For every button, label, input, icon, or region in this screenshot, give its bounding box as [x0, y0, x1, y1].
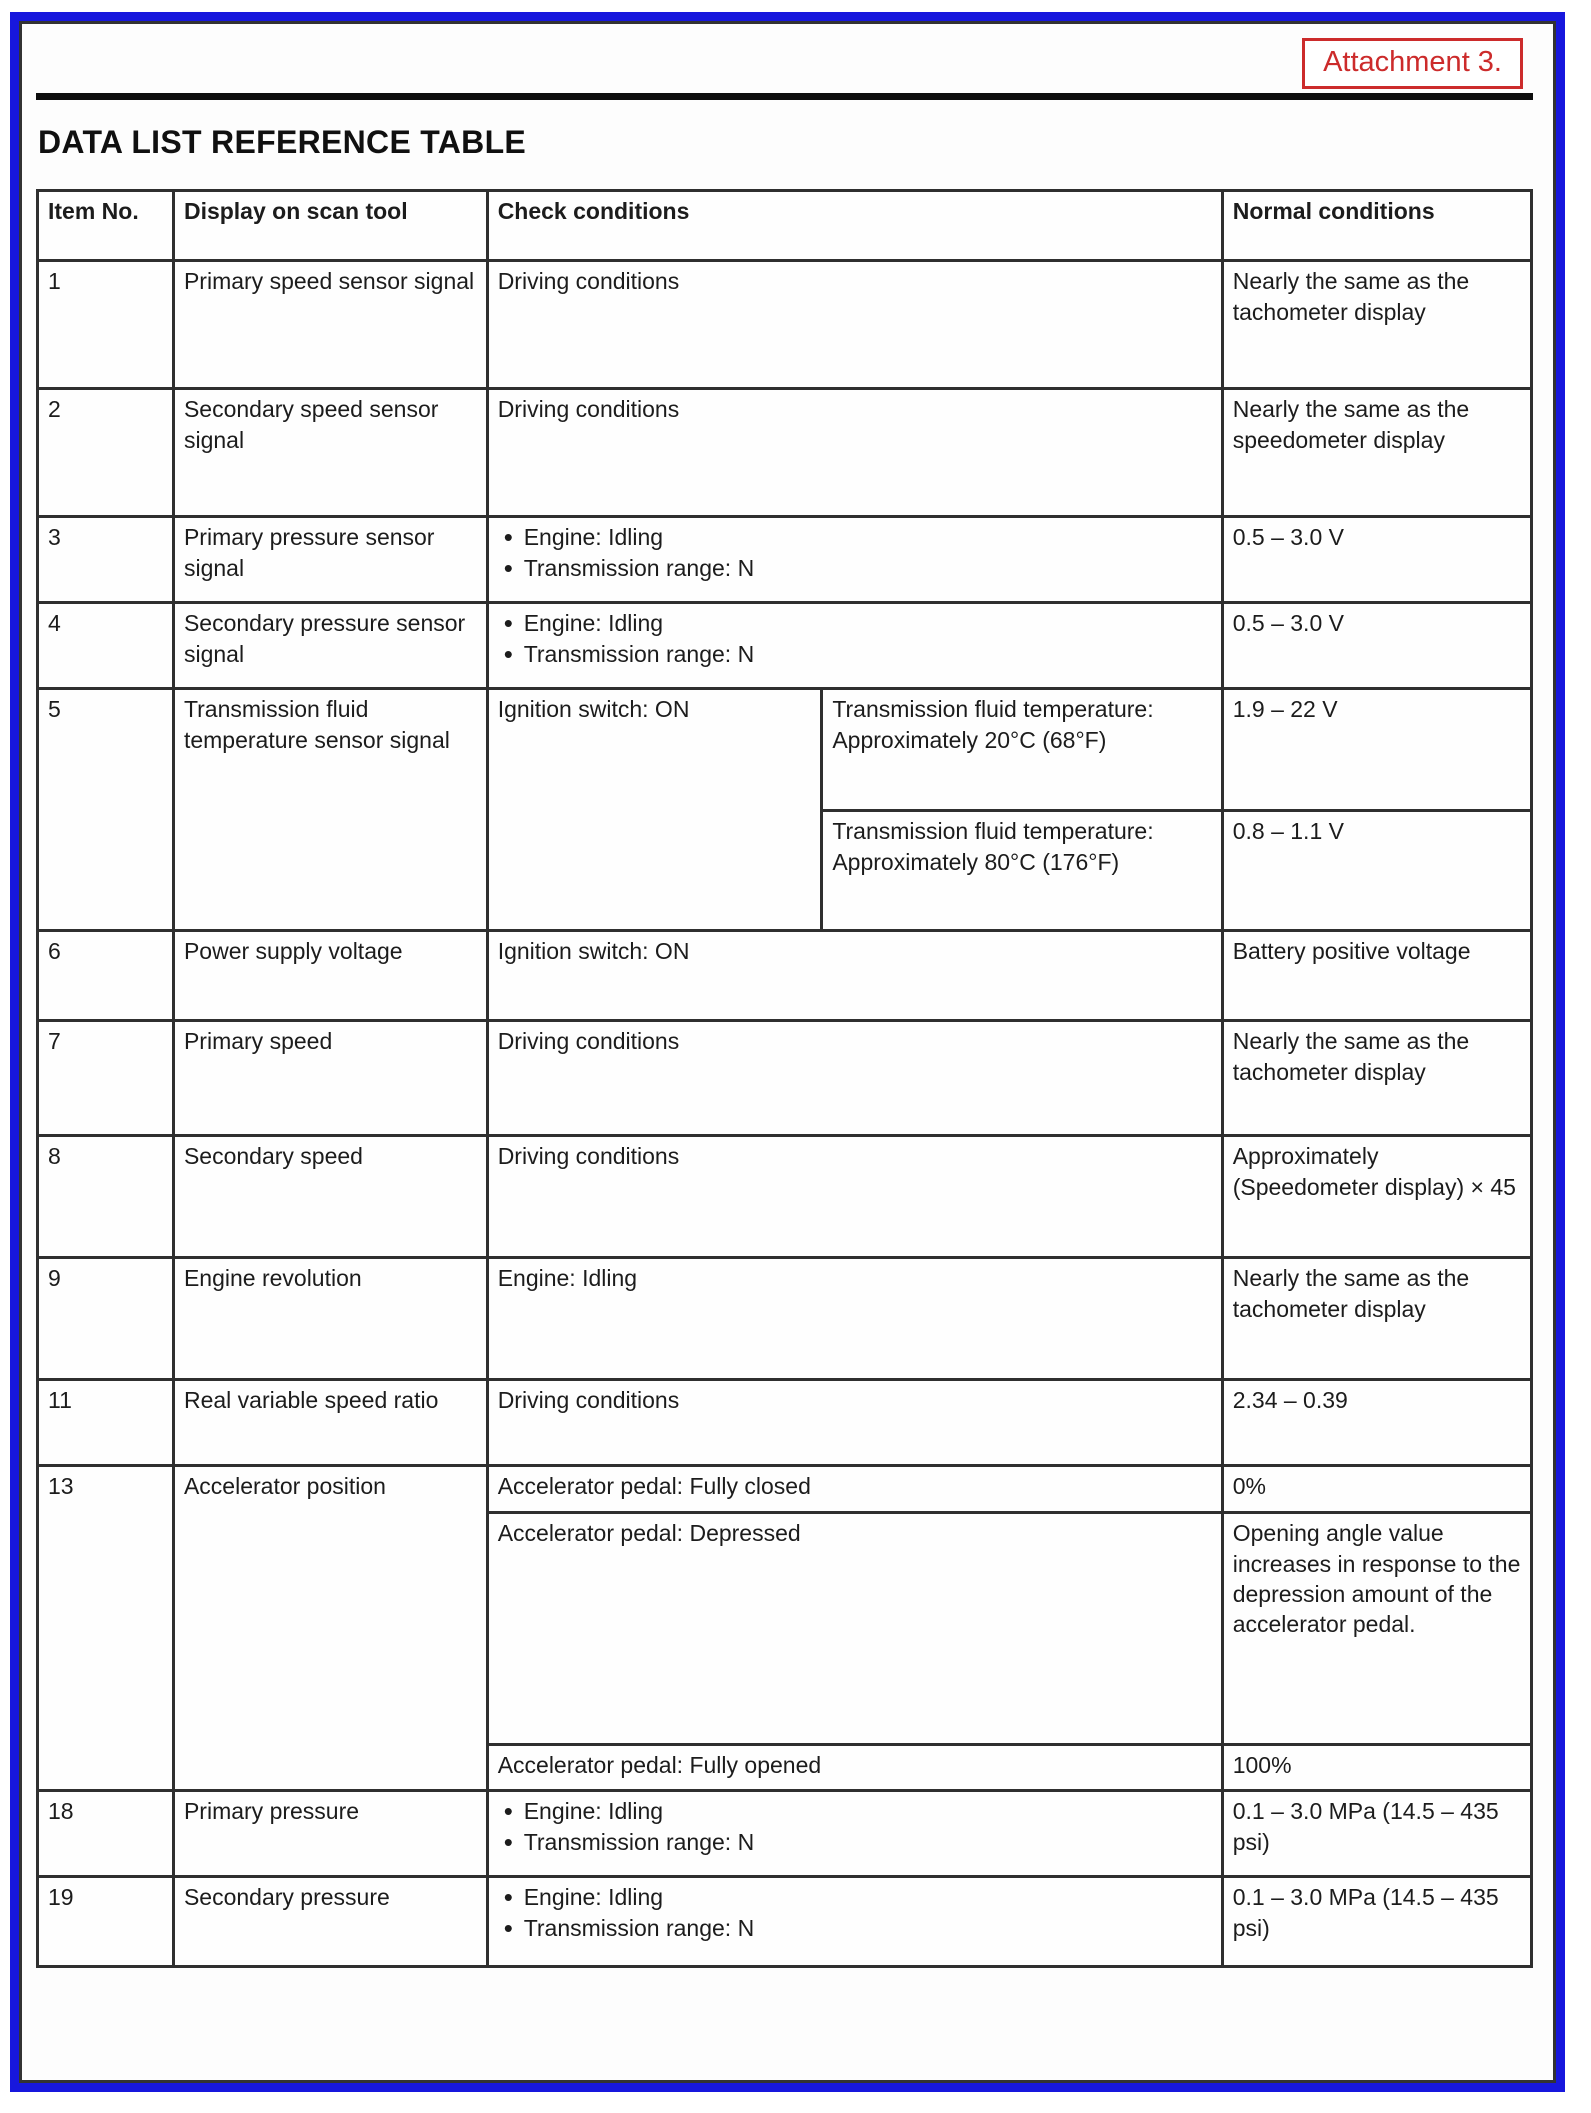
- cell-r5-sub2-check: Transmission fluid temperature: Approximately 80°C (176°F): [822, 811, 1222, 931]
- cell-r6-display: Power supply voltage: [173, 931, 487, 1021]
- cell-r9-display: Engine revolution: [173, 1258, 487, 1380]
- table-row: [38, 1136, 1532, 1258]
- cell-r5-display: Transmission fluid temperature sensor signal: [173, 689, 487, 931]
- cell-r3-display: Primary pressure sensor signal: [173, 517, 487, 603]
- table-row: [38, 689, 1532, 811]
- cell-r11-no: 11: [38, 1380, 174, 1466]
- cell-r9-normal: Nearly the same as the tachometer display: [1222, 1258, 1531, 1380]
- cell-r8-display: Secondary speed: [173, 1136, 487, 1258]
- col-header-check: Check conditions: [487, 191, 1222, 261]
- cell-r5-sub1-check: Transmission fluid temperature: Approximately 20°C (68°F): [822, 689, 1222, 811]
- cell-r1-normal: Nearly the same as the tachometer display: [1222, 261, 1531, 389]
- cell-r9-check: Engine: Idling: [487, 1258, 1222, 1380]
- col-header-display: Display on scan tool: [173, 191, 487, 261]
- cell-r1-check: Driving conditions: [487, 261, 1222, 389]
- table-row: [38, 1380, 1532, 1466]
- cell-r7-check: Driving conditions: [487, 1021, 1222, 1136]
- table-row: [38, 517, 1532, 603]
- cell-r3-normal: 0.5 – 3.0 V: [1222, 517, 1531, 603]
- cell-r7-no: 7: [38, 1021, 174, 1136]
- bullet-list-item: • Transmission range: N: [498, 553, 1212, 583]
- bullet-list-item: • Engine: Idling: [498, 522, 1212, 552]
- header-row: [38, 191, 1532, 261]
- cell-r2-display: Secondary speed sensor signal: [173, 389, 487, 517]
- col-header-item-no: Item No.: [38, 191, 174, 261]
- cell-r18-display: Primary pressure: [173, 1791, 487, 1877]
- page-frame: [10, 12, 1565, 2092]
- cell-r2-no: 2: [38, 389, 174, 517]
- cell-r5-sub1-normal: 1.9 – 22 V: [1222, 689, 1531, 811]
- cell-r18-no: 18: [38, 1791, 174, 1877]
- cell-r5-no: 5: [38, 689, 174, 931]
- cell-r13-sub1-check: Accelerator pedal: Fully closed: [487, 1466, 1222, 1513]
- horizontal-rule: [36, 93, 1533, 100]
- cell-r4-check: [487, 603, 1222, 689]
- cell-r11-display: Real variable speed ratio: [173, 1380, 487, 1466]
- bullet-list-item: • Transmission range: N: [498, 1913, 1212, 1943]
- table-row: [38, 603, 1532, 689]
- cell-r8-no: 8: [38, 1136, 174, 1258]
- table-row: [38, 1791, 1532, 1877]
- cell-r18-normal: 0.1 – 3.0 MPa (14.5 – 435 psi): [1222, 1791, 1531, 1877]
- cell-r2-normal: Nearly the same as the speedometer display: [1222, 389, 1531, 517]
- table-row: [38, 931, 1532, 1021]
- bullet-list-item: • Engine: Idling: [498, 608, 1212, 638]
- cell-r13-no: 13: [38, 1466, 174, 1791]
- cell-r4-display: Secondary pressure sensor signal: [173, 603, 487, 689]
- attachment-badge: Attachment 3.: [1302, 38, 1523, 89]
- table-row: [38, 261, 1532, 389]
- cell-r19-display: Secondary pressure: [173, 1877, 487, 1967]
- cell-r5-sub2-normal: 0.8 – 1.1 V: [1222, 811, 1531, 931]
- attachment-row: [36, 38, 1533, 89]
- cell-r2-check: Driving conditions: [487, 389, 1222, 517]
- cell-r1-no: 1: [38, 261, 174, 389]
- page-inner-border: [19, 21, 1556, 2083]
- cell-r8-normal: Approximately (Speedometer display) × 45: [1222, 1136, 1531, 1258]
- cell-r7-normal: Nearly the same as the tachometer display: [1222, 1021, 1531, 1136]
- cell-r7-display: Primary speed: [173, 1021, 487, 1136]
- table-row: [38, 1258, 1532, 1380]
- cell-r11-normal: 2.34 – 0.39: [1222, 1380, 1531, 1466]
- table-row: [38, 389, 1532, 517]
- cell-r6-no: 6: [38, 931, 174, 1021]
- cell-r4-normal: 0.5 – 3.0 V: [1222, 603, 1531, 689]
- cell-r13-sub1-normal: 0%: [1222, 1466, 1531, 1513]
- cell-r1-display: Primary speed sensor signal: [173, 261, 487, 389]
- cell-r3-check: [487, 517, 1222, 603]
- bullet-list-item: • Engine: Idling: [498, 1796, 1212, 1826]
- cell-r13-display: Accelerator position: [173, 1466, 487, 1791]
- cell-r13-sub3-normal: 100%: [1222, 1745, 1531, 1791]
- bullet-list-item: • Transmission range: N: [498, 1827, 1212, 1857]
- col-header-normal: Normal conditions: [1222, 191, 1531, 261]
- bullet-list-item: • Transmission range: N: [498, 639, 1212, 669]
- cell-r13-sub3-check: Accelerator pedal: Fully opened: [487, 1745, 1222, 1791]
- page-title: DATA LIST REFERENCE TABLE: [38, 124, 527, 161]
- table-row: [38, 1466, 1532, 1513]
- cell-r13-sub2-check: Accelerator pedal: Depressed: [487, 1513, 1222, 1745]
- bullet-list-item: • Engine: Idling: [498, 1882, 1212, 1912]
- cell-r8-check: Driving conditions: [487, 1136, 1222, 1258]
- cell-r3-no: 3: [38, 517, 174, 603]
- table-row: [38, 1021, 1532, 1136]
- cell-r13-sub2-normal: Opening angle value increases in response to the depression amount of the accelerator pedal.: [1222, 1513, 1531, 1745]
- table-row: [38, 1877, 1532, 1967]
- cell-r19-normal: 0.1 – 3.0 MPa (14.5 – 435 psi): [1222, 1877, 1531, 1967]
- cell-r19-check: [487, 1877, 1222, 1967]
- cell-r6-check: Ignition switch: ON: [487, 931, 1222, 1021]
- cell-r19-no: 19: [38, 1877, 174, 1967]
- cell-r6-normal: Battery positive voltage: [1222, 931, 1531, 1021]
- cell-r5-check-left: Ignition switch: ON: [487, 689, 822, 931]
- cell-r18-check: [487, 1791, 1222, 1877]
- cell-r4-no: 4: [38, 603, 174, 689]
- cell-r11-check: Driving conditions: [487, 1380, 1222, 1466]
- cell-r9-no: 9: [38, 1258, 174, 1380]
- data-list-table: [36, 189, 1533, 1968]
